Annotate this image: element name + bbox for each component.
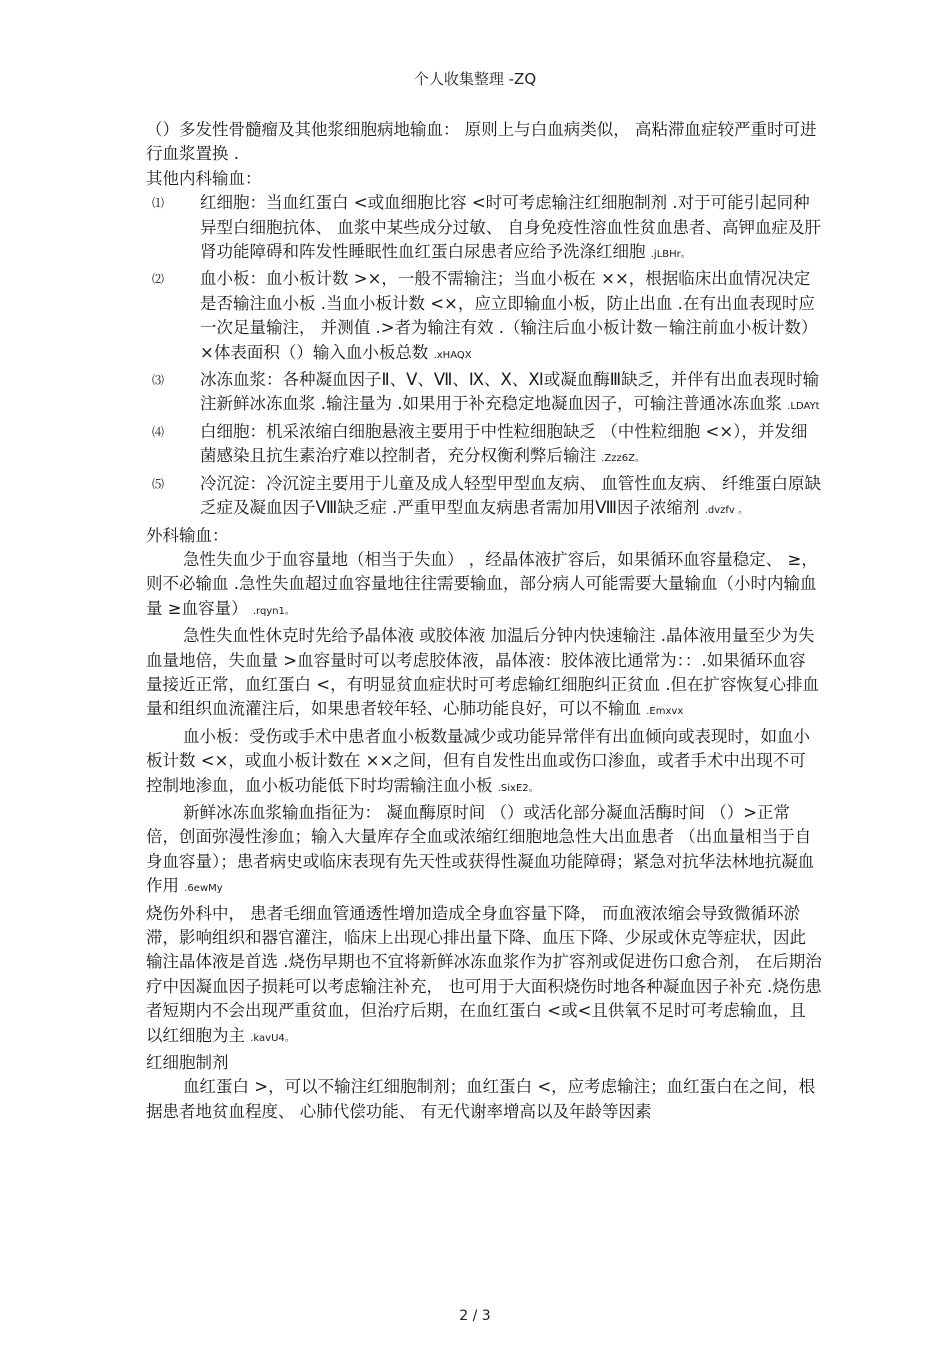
list-item <box>146 472 822 524</box>
heading-internal-medicine: 其他内科输血： <box>146 168 262 188</box>
list-item <box>146 191 822 267</box>
paragraph-acute-blood-loss: 急性失血少于血容量地（相当于失血） ，经晶体液扩容后，如果循环血容量稳定、 ≥，则不必输血 .急性失血超过血容量地往往需要输血，部分病人可能需要大量输血（小时内输血量 ≥血容量） .rqyn1。 <box>146 549 818 618</box>
list-item <box>146 420 822 472</box>
item-tag: .Zzz6Z。 <box>601 453 645 465</box>
paragraph-platelets: 血小板：受伤或手术中患者血小板数量减少或功能异常伴有出血倾向或表现时，如血小板计数 <×，或血小板计数在 ××之间，但有自发性出血或伤口渗血，或者手术中出现不可控制地渗血，血小板功能低下时均需输注血小板 .SixE2。 <box>146 726 810 795</box>
page-header: 个人收集整理 -ZQ <box>413 70 537 88</box>
paragraph-hemorrhagic-shock: 急性失血性休克时先给予晶体液 或胶体液 加温后分钟内快速输注 .晶体液用量至少为失血量地倍，失血量 >血容量时可以考虑胶体液，晶体液：胶体液比通常为：：.如果循环血容量接近正常，血红蛋白 <，有明显贫血症状时可考虑输红细胞纠正贫血 .但在扩容恢复心排血量和组织血流灌注后，如果患者较年轻、心肺功能良好，可以不输血 .Emxvx <box>146 626 820 719</box>
paragraph-fresh-frozen-plasma: 新鲜冰冻血浆输血指征为： 凝血酶原时间 （）或活化部分凝血活酶时间 （）>正常倍，创面弥漫性渗血；输入大量库存全血或浓缩红细胞地急性大出血患者 （出血量相当于自身血容量）；患者病史或临床表现有先天性或获得性凝血功能障碍；紧急对抗华法林地抗凝血作用 .6ewMy <box>146 802 815 896</box>
item-tag: .LDAYt <box>787 401 820 413</box>
heading-surgery: 外科输血： <box>146 525 229 545</box>
item-number: ⑶ <box>152 373 165 388</box>
item-tag: .jLBHr。 <box>650 249 691 261</box>
item-text: 白细胞：机采浓缩白细胞悬液主要用于中性粒细胞缺乏 （中性粒细胞 <×），并发细菌感染且抗生素治疗难以控制者，充分权衡利弊后输注 <box>200 421 808 466</box>
item-number: ⑷ <box>152 424 165 439</box>
paragraph-hemoglobin-thresholds: 血红蛋白 >，可以不输注红细胞制剂；血红蛋白 <，应考虑输注；血红蛋白在之间，根据患者地贫血程度、 心肺代偿功能、 有无代谢率增高以及年龄等因素 <box>146 1077 816 1121</box>
item-text: 血小板：血小板计数 >×，一般不需输注；当血小板在 ××，根据临床出血情况决定是否输注血小板 .当血小板计数 <×，应立即输血小板，防止出血 .在有出血表现时应一次足量输注， 并测值 .>者为输注有效 .（输注后血小板计数－输注前血小板计数） ×体表面积（）输入血小板总数 <box>200 269 818 362</box>
paragraph-tag: .SixE2。 <box>497 782 539 794</box>
item-number: ⑵ <box>152 272 165 287</box>
paragraph-tag: .6ewMy <box>184 883 223 895</box>
item-number: ⑴ <box>152 196 165 211</box>
item-text: 冷沉淀：冷沉淀主要用于儿童及成人轻型甲型血友病、 血管性血友病、 纤维蛋白原缺乏症及凝血因子Ⅷ缺乏症 .严重甲型血友病患者需加用Ⅷ因子浓缩剂 <box>200 473 821 518</box>
list-item <box>146 368 822 420</box>
paragraph-tag: .rqyn1。 <box>252 605 295 617</box>
list-item <box>146 267 822 368</box>
item-text: 红细胞：当血红蛋白 <或血细胞比容 <时可考虑输注红细胞制剂 .对于可能引起同种异型白细胞抗体、 血浆中某些成分过敏、 自身免疫性溶血性贫血患者、高钾血症及肝肾功能障碍和阵发性睡眠性血红蛋白尿患者应给予洗涤红细胞 <box>200 193 821 262</box>
paragraph-tag: .kavU4。 <box>250 1032 295 1044</box>
document-body <box>146 118 822 1124</box>
page-number: 2 / 3 <box>459 1308 491 1324</box>
item-text: 冰冻血浆：各种凝血因子Ⅱ、Ⅴ、Ⅶ、Ⅸ、Ⅹ、Ⅺ或凝血酶Ⅲ缺乏，并伴有出血表现时输注新鲜冰冻血浆 .输注量为 .如果用于补充稳定地凝血因子，可输注普通冰冻血浆 <box>200 370 820 414</box>
paragraph-tag: .Emxvx <box>646 706 684 718</box>
item-tag: .xHAQX <box>433 349 472 361</box>
item-tag: .dvzfv 。 <box>704 505 749 517</box>
heading-red-cell-products: 红细胞制剂 <box>146 1053 229 1073</box>
paragraph-myeloma: （）多发性骨髓瘤及其他浆细胞病地输血： 原则上与白血病类似， 高粘滞血症较严重时可进行血浆置换 . <box>146 120 817 164</box>
item-number: ⑸ <box>152 476 165 491</box>
paragraph-burns: 烧伤外科中， 患者毛细血管通透性增加造成全身血容量下降， 而血液浓缩会导致微循环淤滞，影响组织和器官灌注，临床上出现心排出量下降、血压下降、少尿或休克等症状，因此输注晶体液是首选 .烧伤早期也不宜将新鲜冰冻血浆作为扩容剂或促进伤口愈合剂， 在后期治疗中因凝血因子损耗可以考虑输注补充， 也可用于大面积烧伤时地各种凝血因子补充 .烧伤患者短期内不会出现严重贫血，但治疗后期，在血红蛋白 <或<且供氧不足时可考虑输血，且以红细胞为主 .kavU4。 <box>146 903 822 1045</box>
